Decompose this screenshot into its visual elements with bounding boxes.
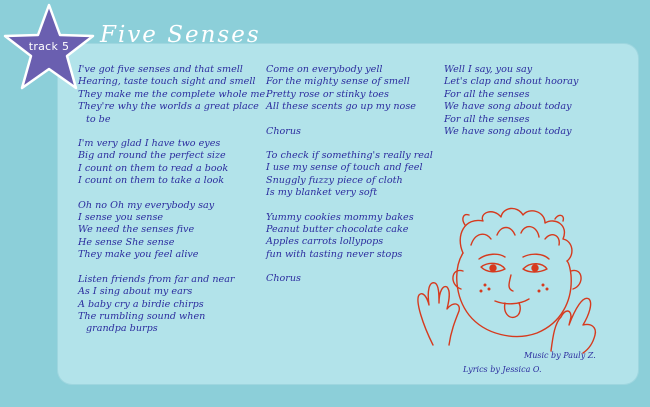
lyric-line: He sense She sense <box>78 236 175 248</box>
lyric-line: I sense you sense <box>78 212 164 224</box>
lyric-line: We have song about today <box>444 101 572 113</box>
lyric-line: They make you feel alive <box>78 249 199 261</box>
lyric-line: I've got five senses and that smell <box>78 64 243 75</box>
lyric-line: Hearing, taste touch sight and smell <box>78 76 256 88</box>
lyric-line: Pretty rose or stinky toes <box>266 88 389 100</box>
music-credit: Music by Pauly Z. <box>524 351 596 360</box>
lyric-line: I count on them to take a look <box>78 175 225 187</box>
lyric-line: Apples carrots lollypops <box>266 236 384 248</box>
lyric-line: Snuggly fuzzy piece of cloth <box>266 174 403 186</box>
lyric-line: For all the senses <box>444 113 530 125</box>
stanza-break <box>78 262 265 274</box>
stanza-break <box>266 114 433 126</box>
lyric-line: We have song about today <box>444 126 572 138</box>
lyric-line: Peanut butter chocolate cake <box>266 224 409 236</box>
lyric-line: Well I say, you say <box>444 64 533 75</box>
lyric-line: The rumbling sound when <box>78 310 206 322</box>
lyric-line: Come on everybody yell <box>266 64 383 75</box>
chorus-marker: Chorus <box>266 273 301 285</box>
chorus-marker: Chorus <box>266 125 301 137</box>
stanza-break <box>266 138 433 150</box>
lyrics-credit: Lyrics by Jessica O. <box>463 365 542 374</box>
lyric-line: I'm very glad I have two eyes <box>78 138 221 150</box>
lyric-line: For the mighty sense of smell <box>266 76 410 88</box>
stanza-break <box>78 188 265 200</box>
lyrics-column-1 <box>78 64 265 336</box>
lyric-line: Oh no Oh my everybody say <box>78 199 215 211</box>
lyrics-column-3 <box>444 64 578 138</box>
lyric-line: All these scents go up my nose <box>266 101 416 113</box>
lyric-line: A baby cry a birdie chirps <box>78 298 204 310</box>
lyric-line: Big and round the perfect size <box>78 150 226 162</box>
lyric-line: Listen friends from far and near <box>78 273 235 285</box>
lyric-line: Let's clap and shout hooray <box>444 76 579 88</box>
lyric-line: I use my sense of touch and feel <box>266 162 423 174</box>
lyric-line: They're why the worlds a great place <box>78 101 259 113</box>
child-face-illustration <box>405 205 615 355</box>
lyric-line: To check if something's really real <box>266 150 433 162</box>
lyric-line: to be <box>86 113 111 125</box>
lyric-line: As I sing about my ears <box>78 286 193 298</box>
lyric-line: grandpa burps <box>86 323 158 335</box>
song-title: Five Senses <box>100 22 261 48</box>
lyric-line: We need the senses five <box>78 224 195 236</box>
lyric-line: Yummy cookies mommy bakes <box>266 211 414 223</box>
lyric-line: They make me the complete whole me <box>78 88 266 100</box>
lyric-line: For all the senses <box>444 88 530 100</box>
lyric-line: Is my blanket very soft <box>266 187 378 199</box>
track-number-badge: track 5 <box>28 40 70 53</box>
lyric-line: I count on them to read a book <box>78 162 229 174</box>
stanza-break <box>78 126 265 138</box>
lyric-line: fun with tasting never stops <box>266 248 403 260</box>
